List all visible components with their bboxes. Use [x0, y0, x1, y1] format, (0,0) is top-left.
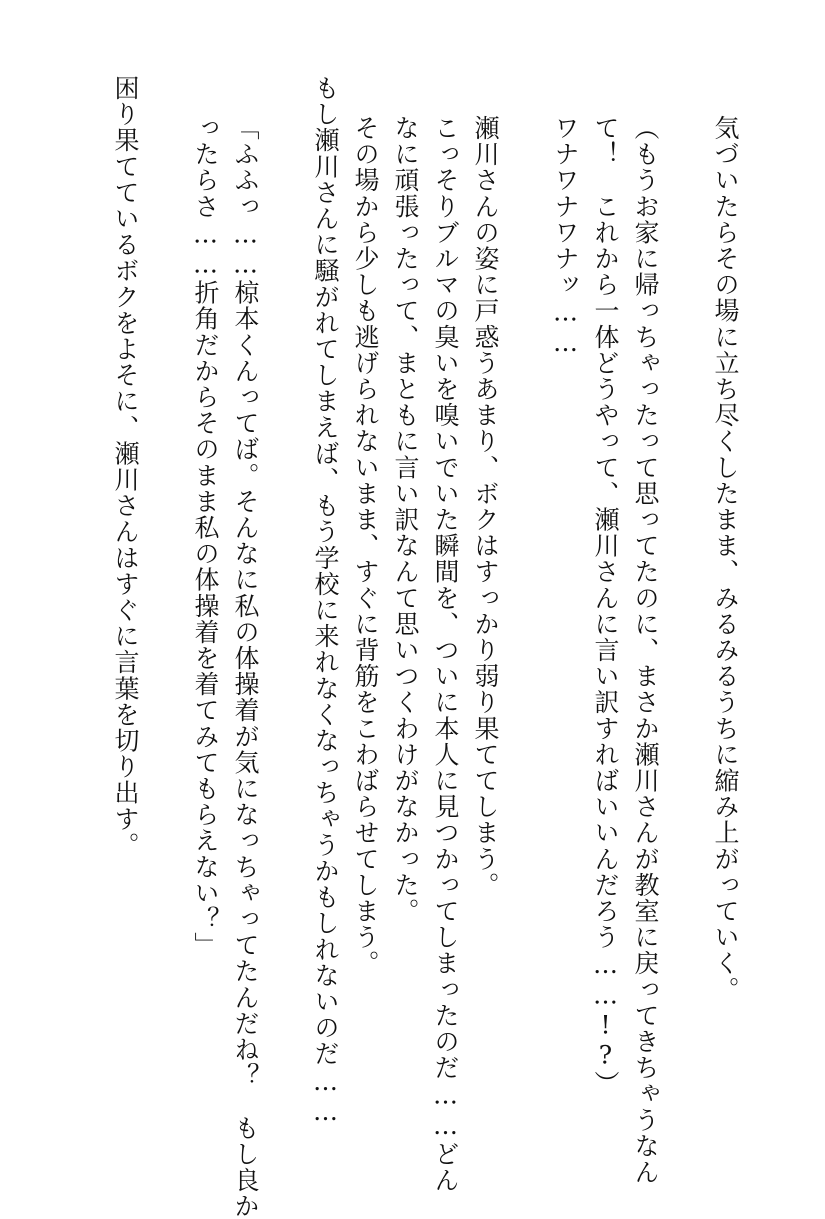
text-line: なに頑張ったって、まともに言い訳なんて思いつくわけがなかった。	[391, 115, 420, 925]
text-line: 瀬川さんの姿に戸惑うあまり、ボクはすっかり弱り果ててしまう。	[471, 115, 500, 898]
text-line: その場から少しも逃げられないまま、すぐに背筋をこわばらせてしまう。	[351, 115, 380, 977]
text-line: もし瀬川さんに騒がれてしまえば、もう学校に来れなくなっちゃうかもしれないのだ……	[311, 75, 340, 1127]
text-line: ったらさ……折角だからそのまま私の体操着を着てみてもらえない？」	[191, 115, 220, 959]
text-line: 困り果てているボクをよそに、瀬川さんはすぐに言葉を切り出す。	[111, 75, 140, 858]
text-line: 気づいたらその場に立ち尽くしたまま、みるみるうちに縮み上がっていく。	[711, 115, 740, 1003]
text-line: て！ これから一体どうやって、瀬川さんに言い訳すればいいんだろう……!?）	[591, 115, 620, 1097]
text-line: 「ふふっ……椋本くんってば。そんなに私の体操着が気になっちゃってたんだね？ もし良か	[231, 115, 260, 1219]
text-line: ワナワナワナッ……	[551, 115, 580, 358]
text-line: こっそりブルマの臭いを嗅いでいた瞬間を、ついに本人に見つかってしまったのだ……どん	[431, 115, 460, 1194]
text-line: （もうお家に帰っちゃったって思ってたのに、まさか瀬川さんが教室に戻ってきちゃうなん	[631, 115, 660, 1186]
